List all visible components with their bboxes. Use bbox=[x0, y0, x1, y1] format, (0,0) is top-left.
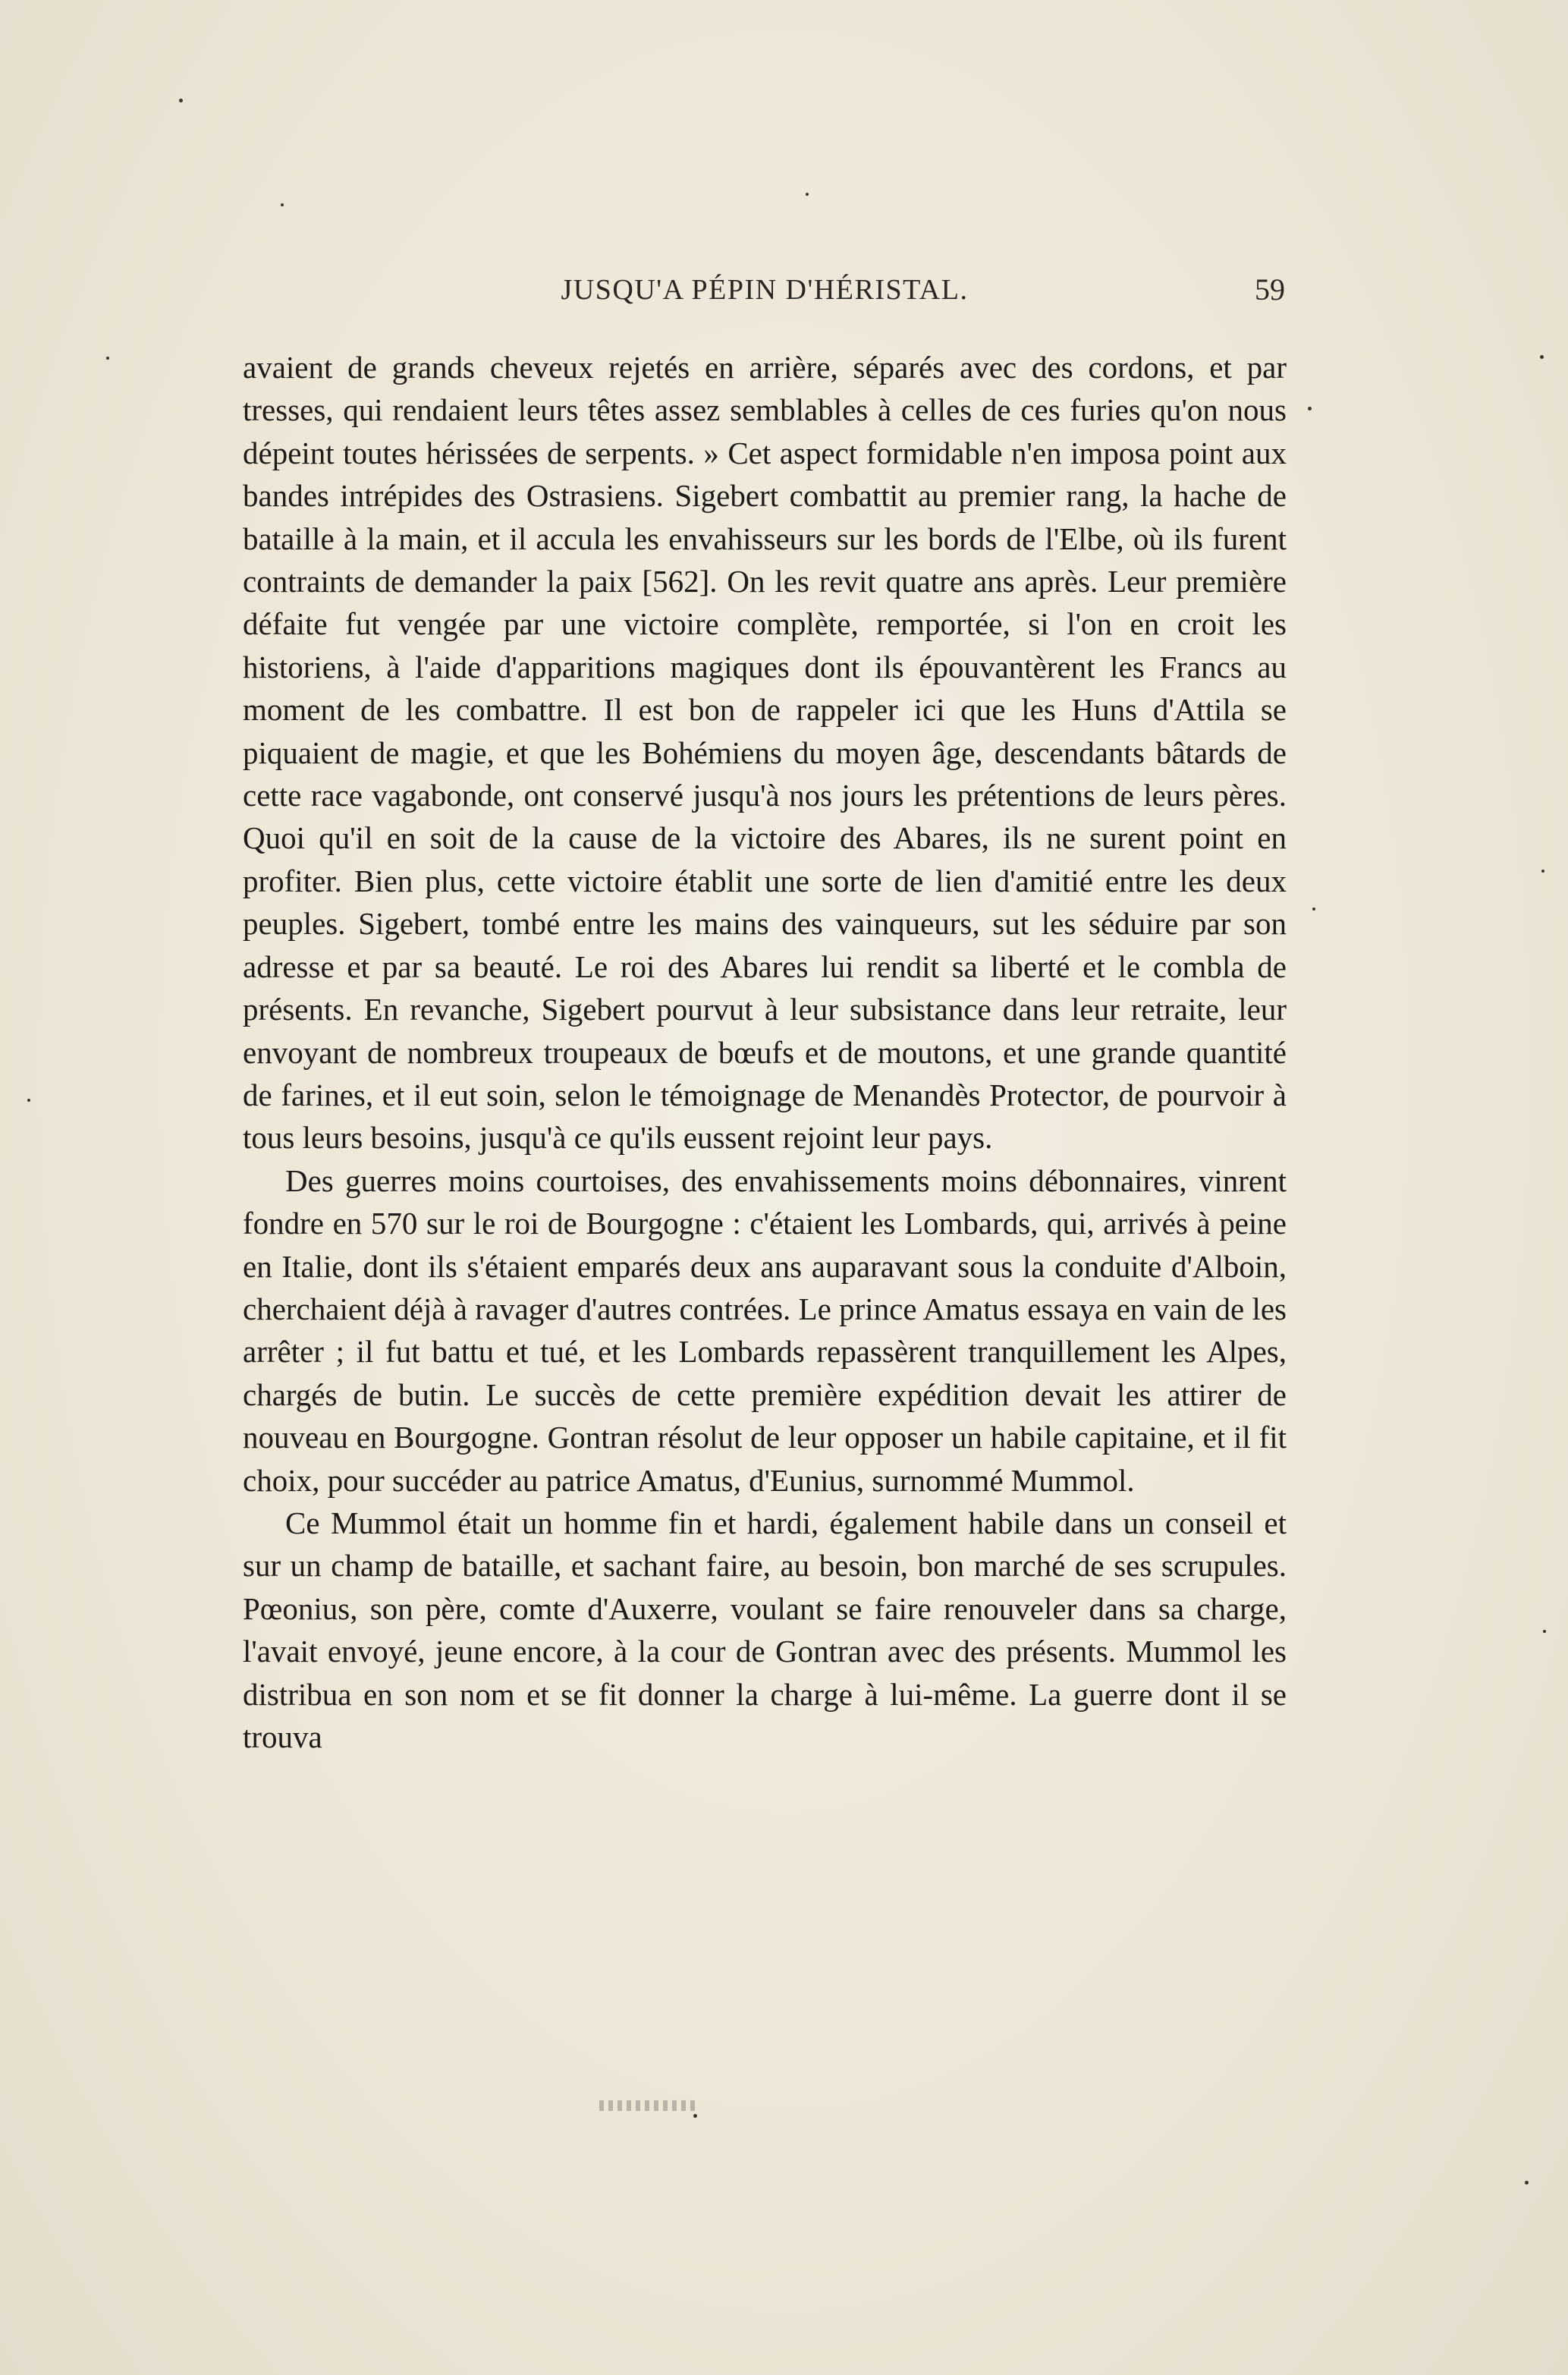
paragraph-2: Des guerres moins courtoises, des envahissements moins débonnaires, vinrent fondre en 570 sur le roi de Bourgogne : c'étaient les Lombards, qui, arrivés à peine en Italie, dont ils s'étaient emparés deux ans auparavant sous la conduite d'Alboin, cherchaient déjà à ravager d'autres contrées. Le prince Amatus essaya en vain de les arrêter ; il fut battu et tué, et les Lombards repassèrent tranquillement les Alpes, chargés de butin. Le succès de cette première expédition devait les attirer de nouveau en Bourgogne. Gontran résolut de leur opposer un habile capitaine, et il fit choix, pour succéder au patrice Amatus, d'Eunius, surnommé Mummol. bbox=[243, 1162, 1287, 1498]
ink-speck bbox=[1308, 407, 1312, 411]
body-text bbox=[243, 346, 1287, 1758]
ink-speck bbox=[281, 203, 284, 206]
ink-speck bbox=[1541, 870, 1544, 873]
ink-speck bbox=[27, 1099, 30, 1102]
ink-speck bbox=[179, 99, 183, 102]
ink-speck bbox=[1540, 355, 1544, 359]
page-number: 59 bbox=[1255, 272, 1285, 307]
ink-speck bbox=[806, 193, 809, 196]
page-header bbox=[244, 273, 1285, 307]
paragraph-3: Ce Mummol était un homme fin et hardi, également habile dans un conseil et sur un champ de bataille, et sachant faire, au besoin, bon marché de ses scrupules. Pœonius, son père, comte d'Auxerre, voulant se faire renouveler dans sa charge, l'avait envoyé, jeune encore, à la cour de Gontran avec des présents. Mummol les distribua en son nom et se fit donner la charge à lui-même. La guerre dont il se trouva bbox=[243, 1505, 1287, 1754]
paragraph-1: avaient de grands cheveux rejetés en arrière, séparés avec des cordons, et par tresses, qui rendaient leurs têtes assez semblables à celles de ces furies qu'on nous dépeint toutes hérissées de serpents. » Cet aspect formidable n'en imposa point aux bandes intrépides des Ostrasiens. Sigebert combattit au premier rang, la hache de bataille à la main, et il accula les envahisseurs sur les bords de l'Elbe, où ils furent contraints de demander la paix [562]. On les revit quatre ans après. Leur première défaite fut vengée par une victoire complète, remportée, si l'on en croit les historiens, à l'aide d'apparitions magiques dont ils épouvantèrent les Francs au moment de les combattre. Il est bon de rappeler ici que les Huns d'Attila se piquaient de magie, et que les Bohémiens du moyen âge, descendants bâtards de cette race vagabonde, ont conservé jusqu'à nos jours les prétentions de leurs pères. Quoi qu'il en soit de la cause de la victoire des Abares, ils ne surent point en profiter. Bien plus, cette victoire établit une sorte de lien d'amitié entre les deux peuples. Sigebert, tombé entre les mains des vainqueurs, sut les séduire par son adresse et par sa beauté. Le roi des Abares lui rendit sa liberté et le combla de présents. En revanche, Sigebert pourvut à leur subsistance dans leur retraite, leur envoyant de nombreux troupeaux de bœufs et de moutons, et une grande quantité de farines, et il eut soin, selon le témoignage de Menandès Protector, de pourvoir à tous leurs besoins, jusqu'à ce qu'ils eussent rejoint leur pays. bbox=[243, 350, 1287, 1156]
ink-speck bbox=[1525, 2181, 1529, 2185]
ink-speck bbox=[1543, 1630, 1546, 1633]
ink-smudge bbox=[599, 2100, 698, 2111]
ink-speck bbox=[1312, 908, 1315, 911]
ink-speck bbox=[693, 2114, 697, 2118]
running-title: JUSQU'A PÉPIN D'HÉRISTAL. bbox=[561, 274, 969, 306]
ink-speck bbox=[106, 357, 109, 360]
